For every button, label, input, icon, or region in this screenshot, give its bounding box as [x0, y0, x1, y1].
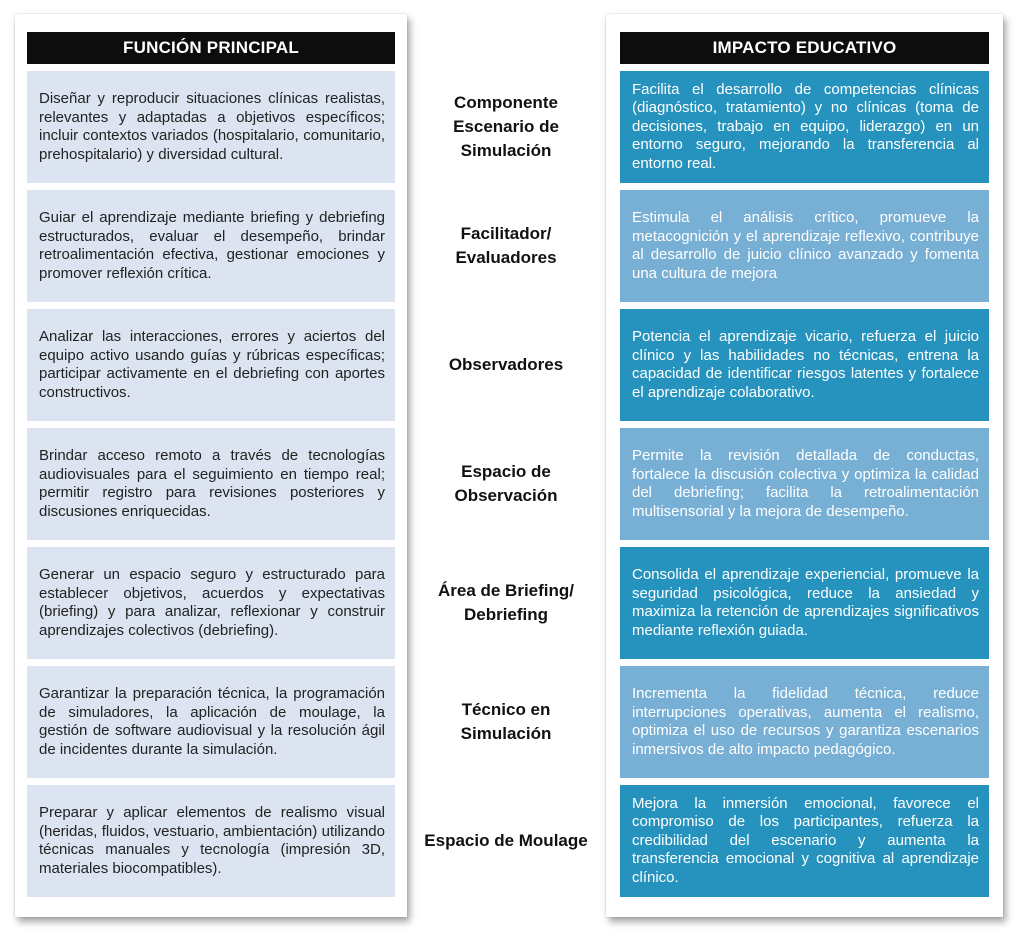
funcion-principal-panel [15, 14, 407, 917]
funcion-cell-tecnico [27, 666, 395, 778]
impacto-educativo-panel [606, 14, 1003, 917]
funcion-text: Generar un espacio seguro y estructurado para establecer objetivos, acuerdos y expectativas (briefing) y para analizar, reflexionar y construir aprendizajes colectivos (debriefing). [39, 566, 385, 639]
funcion-text: Preparar y aplicar elementos de realismo visual (heridas, fluidos, vestuario, ambientación) utilizando técnicas manuales y tecnología (impresión 3D, materiales biocompatibles). [39, 804, 385, 877]
impacto-text: Incrementa la fidelidad técnica, reduce interrupciones operativas, aumenta el realismo, optimiza el uso de recursos y garantiza escenarios inmersivos de alto impacto pedagógico. [632, 685, 979, 758]
impacto-text: Facilita el desarrollo de competencias clínicas (diagnóstico, tratamiento) y no clínicas (toma de decisiones, trabajo en equipo, liderazgo) en un entorno seguro, mejorando la transferencia al entorno real. [632, 80, 979, 172]
funcion-text: Guiar el aprendizaje mediante briefing y debriefing estructurados, evaluar el desempeño, brindar retroalimentación efectiva, gestionar emociones y promover reflexión crítica. [39, 209, 385, 282]
impacto-cell-tecnico [620, 666, 989, 778]
component-tecnico [420, 666, 592, 778]
component-label: Técnico en Simulación [460, 700, 552, 743]
funcion-cell-briefing [27, 547, 395, 659]
funcion-principal-header: FUNCIÓN PRINCIPAL [27, 32, 395, 64]
impacto-cell-observacion [620, 428, 989, 540]
impacto-cell-briefing [620, 547, 989, 659]
component-moulage [420, 785, 592, 897]
impacto-text: Mejora la inmersión emocional, favorece el compromiso de los participantes, refuerza la credibilidad del escenario y aumenta la transferencia emocional y cognitiva al aprendizaje clínico. [632, 794, 979, 886]
component-facilitador [420, 190, 592, 302]
impacto-text: Estimula el análisis crítico, promueve la metacognición y el aprendizaje reflexivo, contribuye al desarrollo de juicio clínico avanzado y fomenta una cultura de mejora [632, 209, 979, 282]
funcion-text: Garantizar la preparación técnica, la programación de simuladores, la aplicación de moulage, la gestión de software audiovisual y la resolución ágil de incidentes durante la simulación. [39, 685, 385, 758]
impacto-cell-escenario [620, 71, 989, 183]
funcion-cell-escenario [27, 71, 395, 183]
impacto-text: Permite la revisión detallada de conductas, fortalece la discusión colectiva y optimiza la calidad del debriefing; facilita la retroalimentación multisensorial y la mejora de desempeño. [632, 447, 979, 520]
funcion-cell-observadores [27, 309, 395, 421]
component-escenario [420, 71, 592, 183]
funcion-text: Brindar acceso remoto a través de tecnologías audiovisuales para el seguimiento en tiempo real; permitir registro para revisiones posteriores y discusiones enriquecidas. [39, 447, 385, 520]
component-label: Componente Escenario de Simulación [453, 93, 559, 160]
impacto-text: Consolida el aprendizaje experiencial, promueve la seguridad psicológica, reduce la ansiedad y maximiza la retención de aprendizajes significativos mediante reflexión guiada. [632, 566, 979, 639]
component-label: Área de Briefing/ Debriefing [437, 581, 575, 624]
funcion-text: Diseñar y reproducir situaciones clínicas realistas, relevantes y adaptadas a objetivos específicos; incluir contextos variados (hospitalario, comunitario, prehospitalario) y diversidad cultural. [39, 90, 385, 163]
component-briefing [420, 547, 592, 659]
funcion-cell-moulage [27, 785, 395, 897]
component-label: Observadores [448, 355, 564, 374]
component-espacio-observacion [420, 428, 592, 540]
component-observadores [420, 309, 592, 421]
impacto-cell-observadores [620, 309, 989, 421]
funcion-cell-observacion [27, 428, 395, 540]
component-label: Espacio de Moulage [424, 831, 588, 850]
impacto-cell-facilitador [620, 190, 989, 302]
component-label: Facilitador/ Evaluadores [455, 224, 557, 267]
impacto-educativo-header: IMPACTO EDUCATIVO [620, 32, 989, 64]
funcion-cell-facilitador [27, 190, 395, 302]
component-label: Espacio de Observación [454, 462, 558, 505]
funcion-text: Analizar las interacciones, errores y aciertos del equipo activo usando guías y rúbricas específicas; participar activamente en el debriefing con aportes constructivos. [39, 328, 385, 401]
impacto-text: Potencia el aprendizaje vicario, refuerza el juicio clínico y las habilidades no técnicas, entrena la capacidad de identificar riesgos latentes y fortalece el aprendizaje colaborativo. [632, 328, 979, 401]
impacto-cell-moulage [620, 785, 989, 897]
